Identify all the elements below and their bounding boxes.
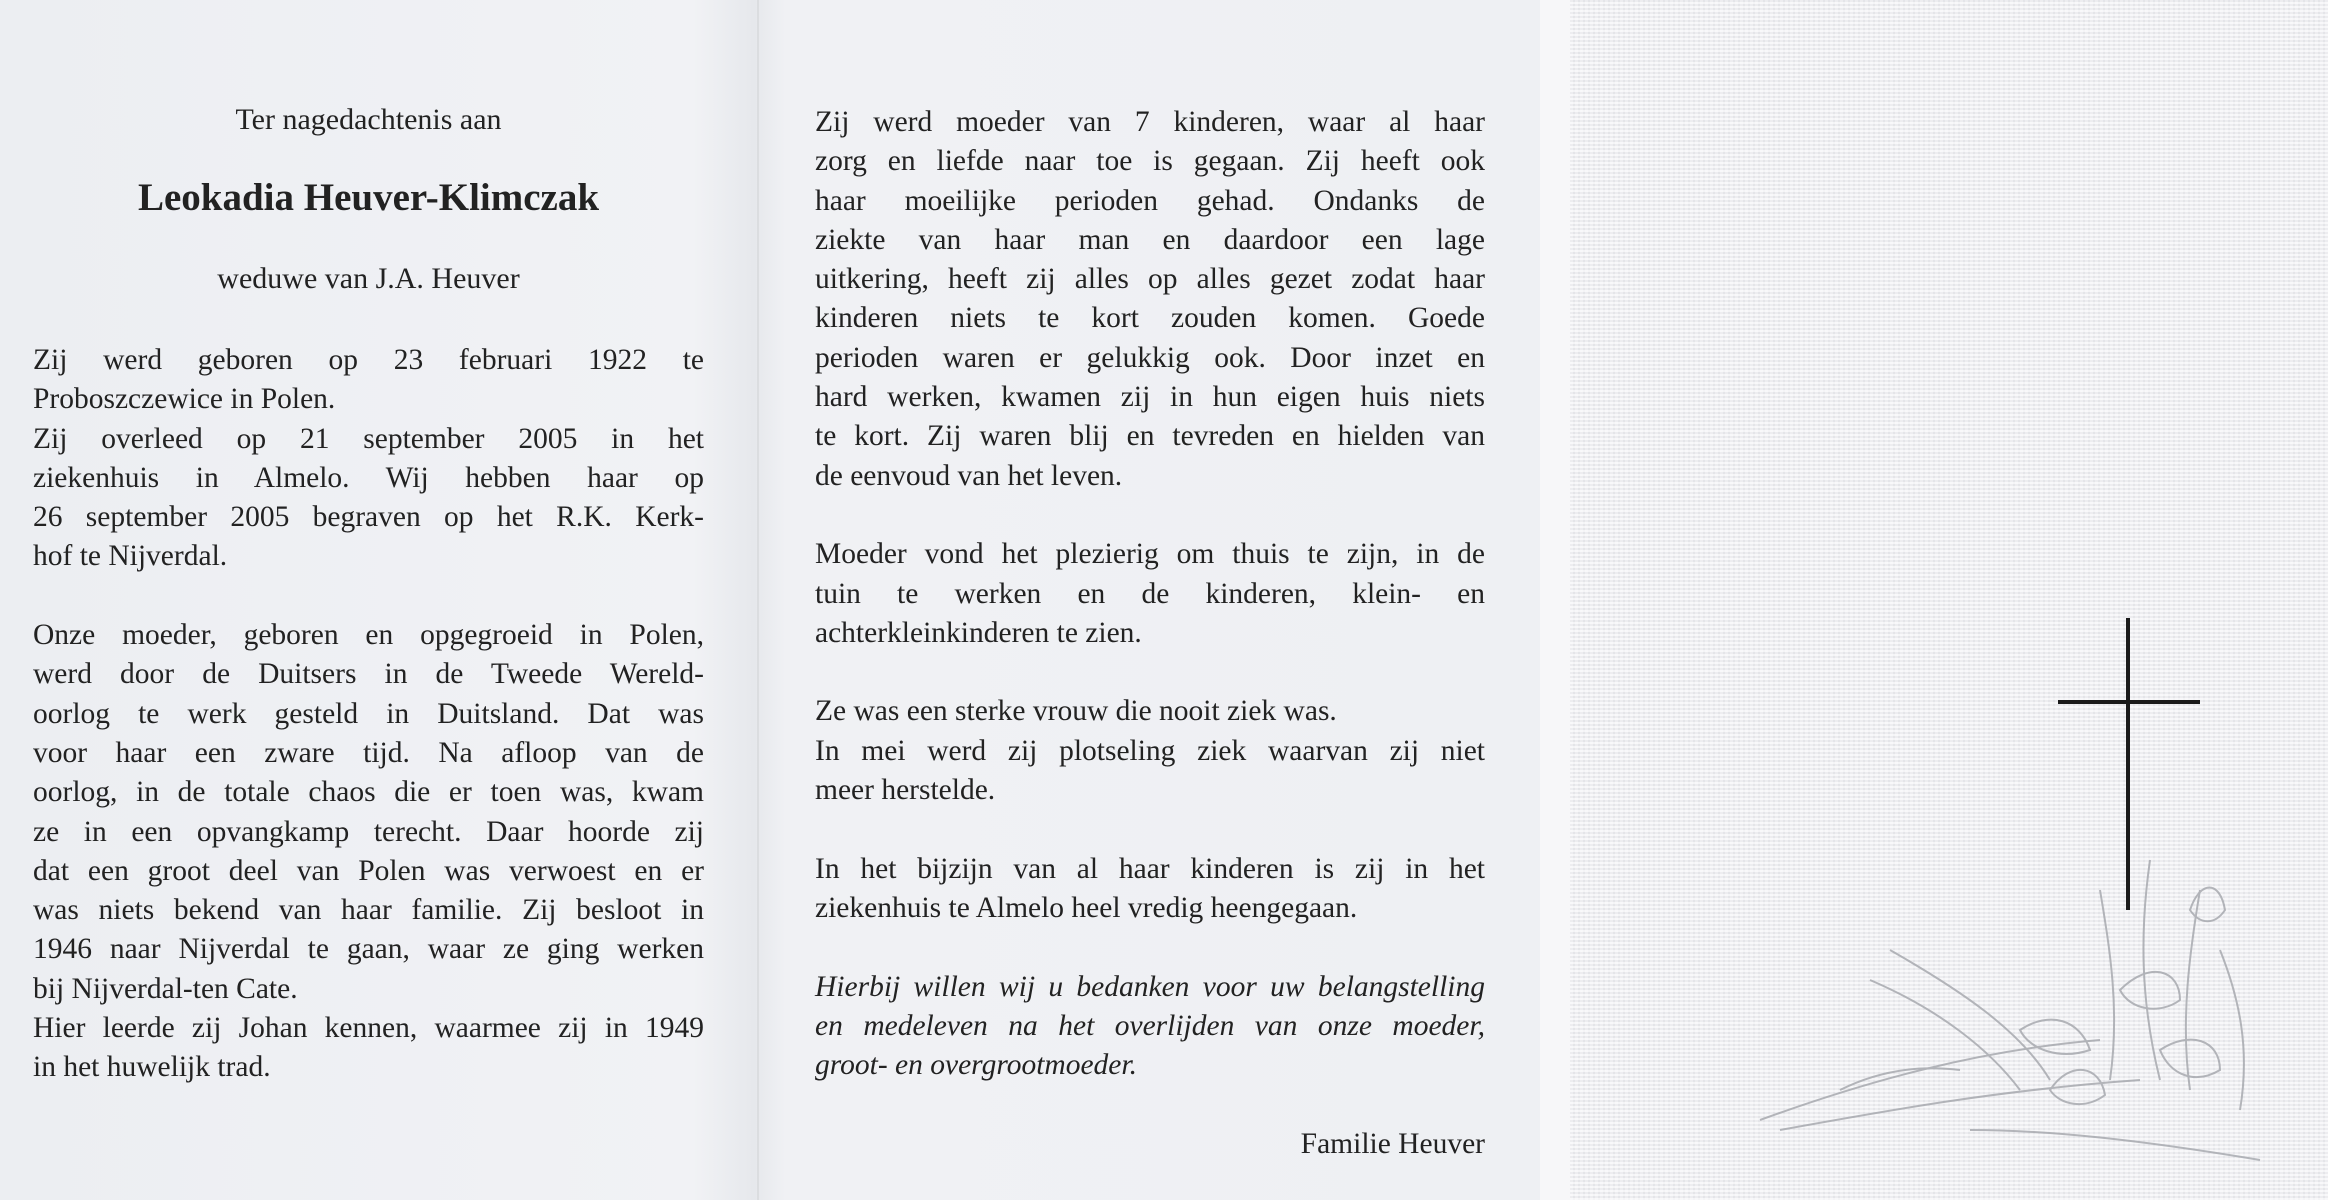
text-line: werd door de Duitsers in de Tweede Wereld- xyxy=(33,658,704,691)
signature: Familie Heuver xyxy=(1300,1127,1485,1160)
text-line: Onze moeder, geboren en opgegroeid in Polen, xyxy=(33,619,704,652)
text-line: Zij overleed op 21 september 2005 in het xyxy=(33,422,704,455)
text-line: Hierbij willen wij u bedanken voor uw belangstelling xyxy=(815,970,1485,1003)
card-fold xyxy=(757,0,759,1200)
text-line: dat een groot deel van Polen was verwoest en er xyxy=(33,854,704,887)
paragraph-home xyxy=(815,535,1485,653)
text-line: ziekte van haar man en daardoor een lage xyxy=(815,223,1485,256)
text-line: tuin te werken en de kinderen, klein- en xyxy=(815,577,1485,610)
text-line: te kort. Zij waren blij en tevreden en hielden van xyxy=(815,420,1485,453)
right-column xyxy=(815,103,1485,1164)
text-line: oorlog te werk gesteld in Duitsland. Dat was xyxy=(33,697,704,730)
text-line: In mei werd zij plotseling ziek waarvan zij niet xyxy=(815,734,1485,767)
text-line: Proboszczewice in Polen. xyxy=(33,383,336,416)
paragraph-mother xyxy=(815,103,1485,496)
paragraph-strong xyxy=(815,692,1485,731)
text-line: haar moeilijke perioden gehad. Ondanks de xyxy=(815,184,1485,217)
text-line: bij Nijverdal-ten Cate. xyxy=(33,972,298,1005)
widow-of-text: weduwe van J.A. Heuver xyxy=(217,262,520,295)
text-line: In het bijzijn van al haar kinderen is zij in het xyxy=(815,852,1485,885)
text-line: Moeder vond het plezierig om thuis te zijn, in de xyxy=(815,538,1485,571)
memorial-card-cover xyxy=(1570,0,2328,1200)
paragraph-death xyxy=(33,420,704,577)
text-line: ziekenhuis in Almelo. Wij hebben haar op xyxy=(33,461,704,494)
text-line: 1946 naar Nijverdal te gaan, waar ze ging werken xyxy=(33,933,704,966)
text-line: perioden waren er gelukkig ook. Door inzet en xyxy=(815,341,1485,374)
paragraph-war xyxy=(33,616,704,1009)
flowers-illustration-icon xyxy=(1720,830,2320,1190)
paragraph-thanks xyxy=(815,968,1485,1086)
text-line: uitkering, heeft zij alles op alles gezet zodat haar xyxy=(815,263,1485,296)
paragraph-passing xyxy=(815,850,1485,929)
text-line: was niets bekend van haar familie. Zij besloot in xyxy=(33,894,704,927)
text-line: en medeleven na het overlijden van onze moeder, xyxy=(815,1009,1485,1042)
text-line: ziekenhuis te Almelo heel vredig heengegaan. xyxy=(815,891,1358,924)
text-line: hard werken, kwamen zij in hun eigen huis niets xyxy=(815,381,1485,414)
text-line: achterkleinkinderen te zien. xyxy=(815,616,1142,649)
text-line: ze in een opvangkamp terecht. Daar hoorde zij xyxy=(33,815,704,848)
text-line: 26 september 2005 begraven op het R.K. Kerk- xyxy=(33,501,704,534)
text-line: hof te Nijverdal. xyxy=(33,540,228,573)
text-line: kinderen niets te kort zouden komen. Goede xyxy=(815,302,1485,335)
text-line: Zij werd moeder van 7 kinderen, waar al haar xyxy=(815,106,1485,138)
deceased-name: Leokadia Heuver-Klimczak xyxy=(137,176,600,219)
paragraph-illness xyxy=(815,732,1485,811)
text-line: Zij werd geboren op 23 februari 1922 te xyxy=(33,344,704,376)
left-column xyxy=(33,341,704,1088)
text-line: in het huwelijk trad. xyxy=(33,1051,271,1084)
intro-text: Ter nagedachtenis aan xyxy=(235,103,502,136)
text-line: oorlog, in de totale chaos die er toen was, kwam xyxy=(33,776,704,809)
paragraph-marriage xyxy=(33,1009,704,1088)
text-line: meer herstelde. xyxy=(815,774,996,807)
paragraph-birth xyxy=(33,341,704,420)
text-line: de eenvoud van het leven. xyxy=(815,459,1123,492)
text-line: voor haar een zware tijd. Na afloop van de xyxy=(33,736,704,769)
text-line: Ze was een sterke vrouw die nooit ziek was. xyxy=(815,695,1337,728)
text-line: groot- en overgrootmoeder. xyxy=(815,1049,1137,1082)
text-line: zorg en liefde naar toe is gegaan. Zij heeft ook xyxy=(815,145,1485,178)
text-line: Hier leerde zij Johan kennen, waarmee zij in 1949 xyxy=(33,1012,704,1045)
